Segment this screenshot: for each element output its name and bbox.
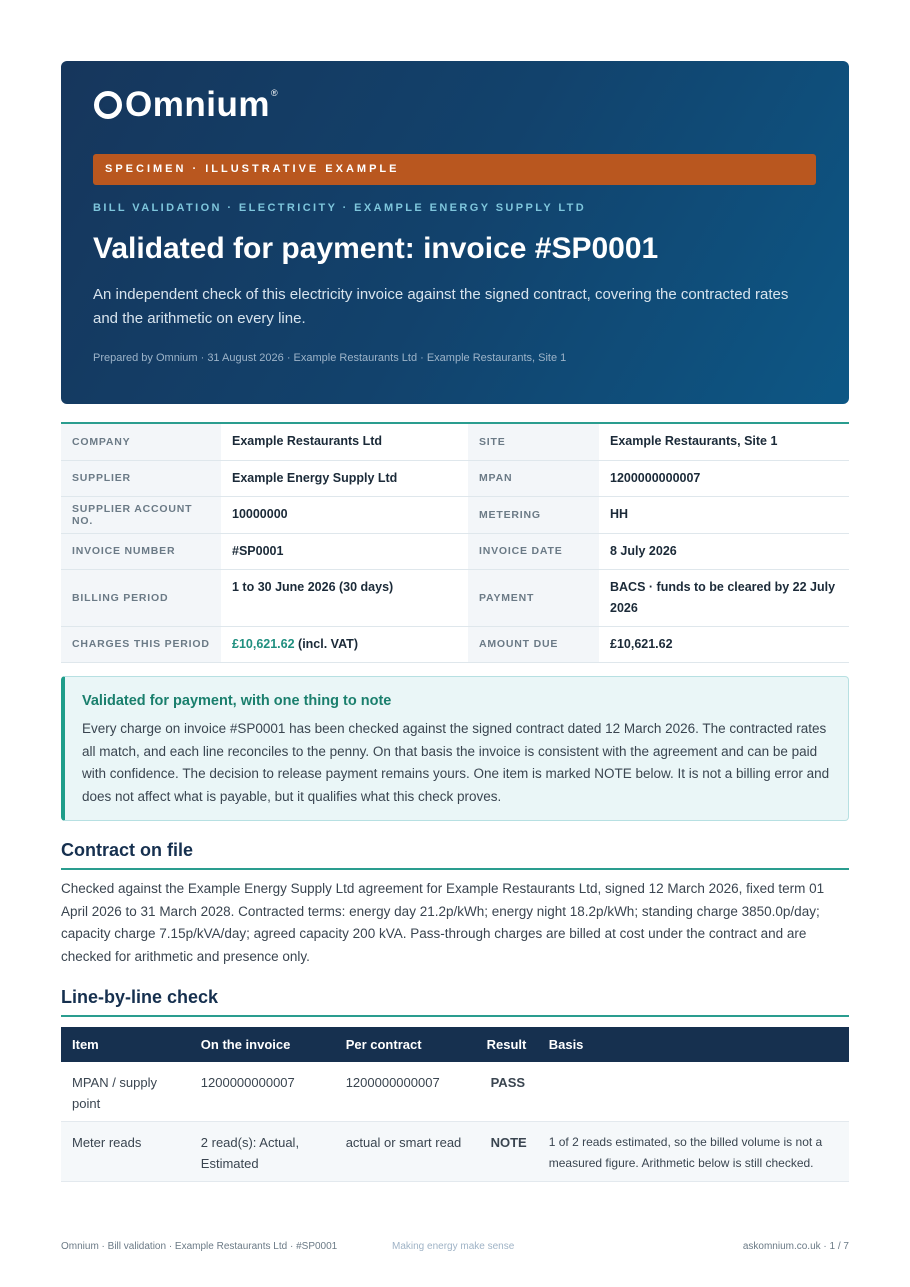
- summary-label: AMOUNT DUE: [468, 626, 599, 662]
- column-header: On the invoice: [190, 1027, 335, 1062]
- summary-label: CHARGES THIS PERIOD: [61, 626, 221, 662]
- logo-wordmark: Omnium: [125, 85, 270, 124]
- footer-tagline: Making energy make sense: [392, 1241, 515, 1252]
- summary-value: #SP0001: [221, 533, 468, 569]
- footer-left: Omnium · Bill validation · Example Restaurants Ltd · #SP0001: [61, 1241, 338, 1252]
- column-header: Item: [61, 1027, 190, 1062]
- table-row: [61, 1062, 849, 1122]
- summary-row: [61, 533, 849, 569]
- summary-row: [61, 626, 849, 662]
- charges-vat-note: (incl. VAT): [294, 636, 358, 651]
- omnium-swirl-icon: [93, 90, 123, 120]
- callout-body: Every charge on invoice #SP0001 has been checked against the signed contract dated 12 March 2026. The contracted rates all match, and each line reconciles to the penny. On that basis the invoice is consistent with the agreement and can be paid with confidence. The decision to release payment remains yours. One item is marked NOTE below. It is not a billing error and does not affect what is payable, but it qualifies what this check proves.: [82, 721, 830, 804]
- page-footer: [61, 1241, 849, 1255]
- report-meta: Prepared by Omnium · 31 August 2026 · Example Restaurants Ltd · Example Restaurants, Site 1: [93, 352, 567, 364]
- summary-row: [61, 569, 849, 626]
- contract-cell: actual or smart read: [335, 1122, 476, 1182]
- column-header: Per contract: [335, 1027, 476, 1062]
- summary-value: 1 to 30 June 2026 (30 days): [221, 569, 468, 626]
- report-eyebrow: BILL VALIDATION · ELECTRICITY · EXAMPLE ENERGY SUPPLY LTD: [93, 202, 587, 214]
- report-header: [61, 61, 849, 404]
- summary-value: [221, 626, 468, 662]
- summary-label: SITE: [468, 423, 599, 460]
- contract-cell: 1200000000007: [335, 1062, 476, 1122]
- column-header: Result: [476, 1027, 538, 1062]
- contract-body: Checked against the Example Energy Supply Ltd agreement for Example Restaurants Ltd, signed 12 March 2026, fixed term 01 April 2026 to 31 March 2028. Contracted terms: energy day 21.2p/kWh; energy night 18.2p/kWh; standing charge 3850.0p/day; capacity charge 7.15p/kVA/day; agreed capacity 200 kVA. Pass-through charges are billed at cost under the contract and are checked for arithmetic and presence only.: [61, 881, 825, 964]
- summary-value: 8 July 2026: [599, 533, 849, 569]
- summary-value: Example Energy Supply Ltd: [221, 460, 468, 496]
- summary-label: INVOICE DATE: [468, 533, 599, 569]
- line-check-table: [61, 1027, 849, 1182]
- summary-label: METERING: [468, 496, 599, 533]
- summary-label: SUPPLIER: [61, 460, 221, 496]
- summary-value: 1200000000007: [599, 460, 849, 496]
- column-header: Basis: [538, 1027, 849, 1062]
- invoice-summary-table: [61, 422, 849, 663]
- summary-label: SUPPLIER ACCOUNT NO.: [61, 496, 221, 533]
- omnium-logo: [93, 85, 278, 125]
- summary-value: BACS · funds to be cleared by 22 July 2026: [599, 569, 849, 626]
- report-lede: An independent check of this electricity invoice against the signed contract, covering the contracted rates and the arithmetic on every line.: [93, 286, 789, 327]
- footer-page-number: askomnium.co.uk · 1 / 7: [742, 1241, 849, 1252]
- contract-heading: Contract on file: [61, 837, 849, 870]
- summary-row: [61, 423, 849, 460]
- summary-label: INVOICE NUMBER: [61, 533, 221, 569]
- invoice-cell: 2 read(s): Actual, Estimated: [190, 1122, 335, 1182]
- callout-title: Validated for payment, with one thing to note: [82, 693, 392, 709]
- basis-cell: [538, 1062, 849, 1122]
- specimen-banner: SPECIMEN · ILLUSTRATIVE EXAMPLE: [93, 154, 816, 185]
- amount-due-value: £10,621.62: [599, 626, 849, 662]
- result-note-badge: NOTE: [476, 1122, 538, 1182]
- summary-row: [61, 460, 849, 496]
- checks-heading: Line-by-line check: [61, 984, 849, 1017]
- item-cell: MPAN / supply point: [61, 1062, 190, 1122]
- invoice-cell: 1200000000007: [190, 1062, 335, 1122]
- page-title: Validated for payment: invoice #SP0001: [93, 232, 659, 265]
- summary-row: [61, 496, 849, 533]
- registered-mark: ®: [270, 88, 278, 98]
- summary-value: HH: [599, 496, 849, 533]
- table-header-row: [61, 1027, 849, 1062]
- summary-label: PAYMENT: [468, 569, 599, 626]
- table-row: [61, 1122, 849, 1182]
- result-pass-badge: PASS: [476, 1062, 538, 1122]
- summary-label: MPAN: [468, 460, 599, 496]
- validation-callout: [61, 676, 849, 821]
- summary-value: 10000000: [221, 496, 468, 533]
- item-cell: Meter reads: [61, 1122, 190, 1182]
- basis-cell: 1 of 2 reads estimated, so the billed volume is not a measured figure. Arithmetic below is still checked.: [538, 1122, 849, 1182]
- summary-label: COMPANY: [61, 423, 221, 460]
- summary-value: Example Restaurants, Site 1: [599, 423, 849, 460]
- summary-label: BILLING PERIOD: [61, 569, 221, 626]
- charges-amount: £10,621.62: [232, 636, 295, 651]
- summary-value: Example Restaurants Ltd: [221, 423, 468, 460]
